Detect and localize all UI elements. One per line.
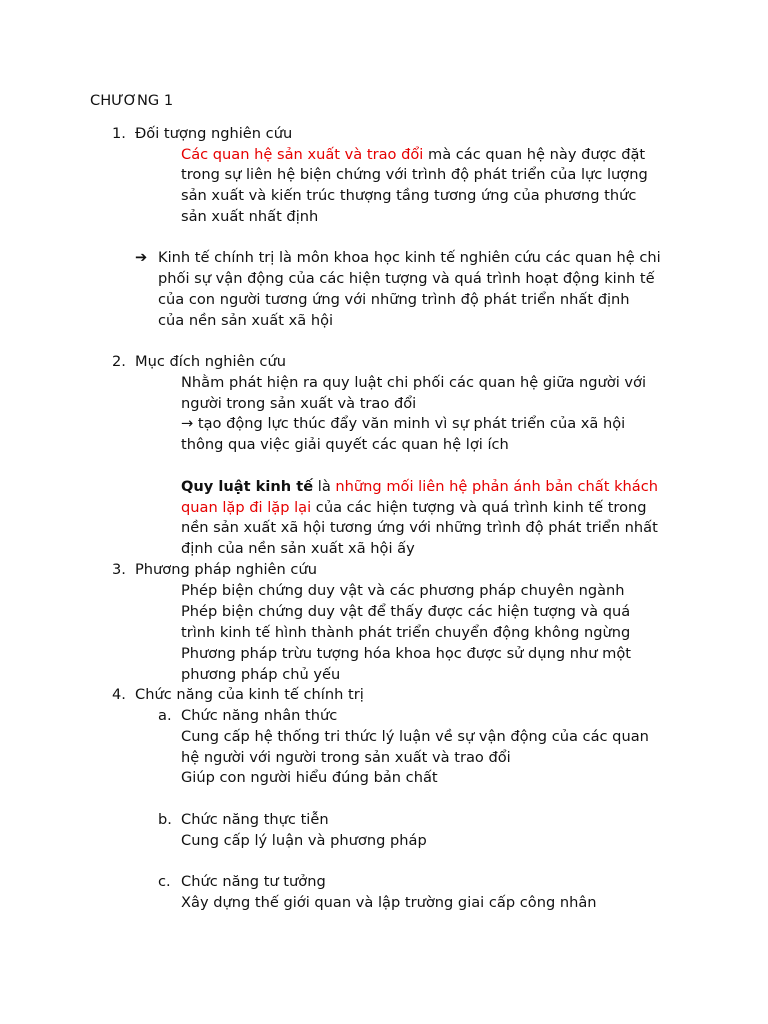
section-3-line-3: trình kinh tế hình thành phát triển chuyển động không ngừng [181, 624, 631, 641]
sub-c-line-1: Xây dựng thế giới quan và lập trường giai cấp công nhân [181, 894, 597, 911]
section-1-line-1 [181, 145, 645, 165]
law-line-1 [181, 477, 658, 497]
section-3-line-2: Phép biện chứng duy vật để thấy được các hiện tượng và quá [181, 603, 631, 620]
sub-c-title: Chức năng tư tưởng [181, 873, 326, 890]
section-2-line-2: người trong sản xuất và trao đổi [181, 395, 417, 412]
section-2-title: Mục đích nghiên cứu [135, 353, 286, 370]
section-3-number: 3. [112, 561, 126, 578]
section-2-line-4: thông qua việc giải quyết các quan hệ lợi ích [181, 436, 509, 453]
section-2-line-1: Nhằm phát hiện ra quy luật chi phối các quan hệ giữa người với [181, 374, 647, 391]
section-1-bullet-line-4: của nền sản xuất xã hội [158, 312, 334, 329]
chapter-title: CHƯƠNG 1 [90, 92, 174, 109]
sub-a-line-1: Cung cấp hệ thống tri thức lý luận về sự vận động của các quan [181, 728, 649, 745]
section-1-bullet-line-1: Kinh tế chính trị là môn khoa học kinh tế nghiên cứu các quan hệ chi [158, 249, 661, 266]
law-definition-highlight-2: quan lặp đi lặp lại [181, 499, 312, 516]
sub-a-line-3: Giúp con người hiểu đúng bản chất [181, 769, 438, 786]
section-3-line-4: Phương pháp trừu tượng hóa khoa học được sử dụng như một [181, 645, 631, 662]
law-term: Quy luật kinh tế [181, 478, 314, 495]
sub-c-letter: c. [158, 873, 171, 890]
section-4-title: Chức năng của kinh tế chính trị [135, 686, 364, 703]
section-1-line-4: sản xuất nhất định [181, 208, 319, 225]
section-1-title: Đối tượng nghiên cứu [135, 125, 293, 142]
section-3-line-5: phương pháp chủ yếu [181, 666, 341, 683]
section-2-number: 2. [112, 353, 126, 370]
section-1-line-1-rest: mà các quan hệ này được đặt [423, 146, 646, 163]
law-line-4: định của nền sản xuất xã hội ấy [181, 540, 415, 557]
law-connector: là [313, 478, 336, 495]
section-1-highlight: Các quan hệ sản xuất và trao đổi [181, 146, 424, 163]
section-4-number: 4. [112, 686, 126, 703]
law-line-2-rest: của các hiện tượng và quá trình kinh tế trong [311, 499, 647, 516]
law-definition-highlight-1: những mối liên hệ phản ánh bản chất khách [335, 478, 659, 495]
sub-b-line-1: Cung cấp lý luận và phương pháp [181, 832, 427, 849]
section-2-line-3: → tạo động lực thúc đẩy văn minh vì sự phát triển của xã hội [181, 415, 626, 432]
sub-a-letter: a. [158, 707, 172, 724]
law-line-2 [181, 498, 647, 518]
sub-b-title: Chức năng thực tiễn [181, 811, 329, 828]
law-line-3: nền sản xuất xã hội tương ứng với những trình độ phát triển nhất [181, 519, 658, 536]
section-1-line-2: trong sự liên hệ biện chứng với trình độ phát triển của lực lượng [181, 166, 648, 183]
sub-b-letter: b. [158, 811, 172, 828]
sub-a-title: Chức năng nhân thức [181, 707, 338, 724]
section-3-line-1: Phép biện chứng duy vật và các phương pháp chuyên ngành [181, 582, 625, 599]
section-3-title: Phương pháp nghiên cứu [135, 561, 317, 578]
section-1-number: 1. [112, 125, 126, 142]
arrow-bullet-icon: ➔ [135, 249, 148, 266]
section-1-bullet-line-2: phối sự vận động của các hiện tượng và quá trình hoạt động kinh tế [158, 270, 655, 287]
sub-a-line-2: hệ người với người trong sản xuất và trao đổi [181, 749, 511, 766]
section-1-bullet-line-3: của con người tương ứng với những trình độ phát triển nhất định [158, 291, 630, 308]
section-1-line-3: sản xuất và kiến trúc thượng tầng tương ứng của phương thức [181, 187, 637, 204]
